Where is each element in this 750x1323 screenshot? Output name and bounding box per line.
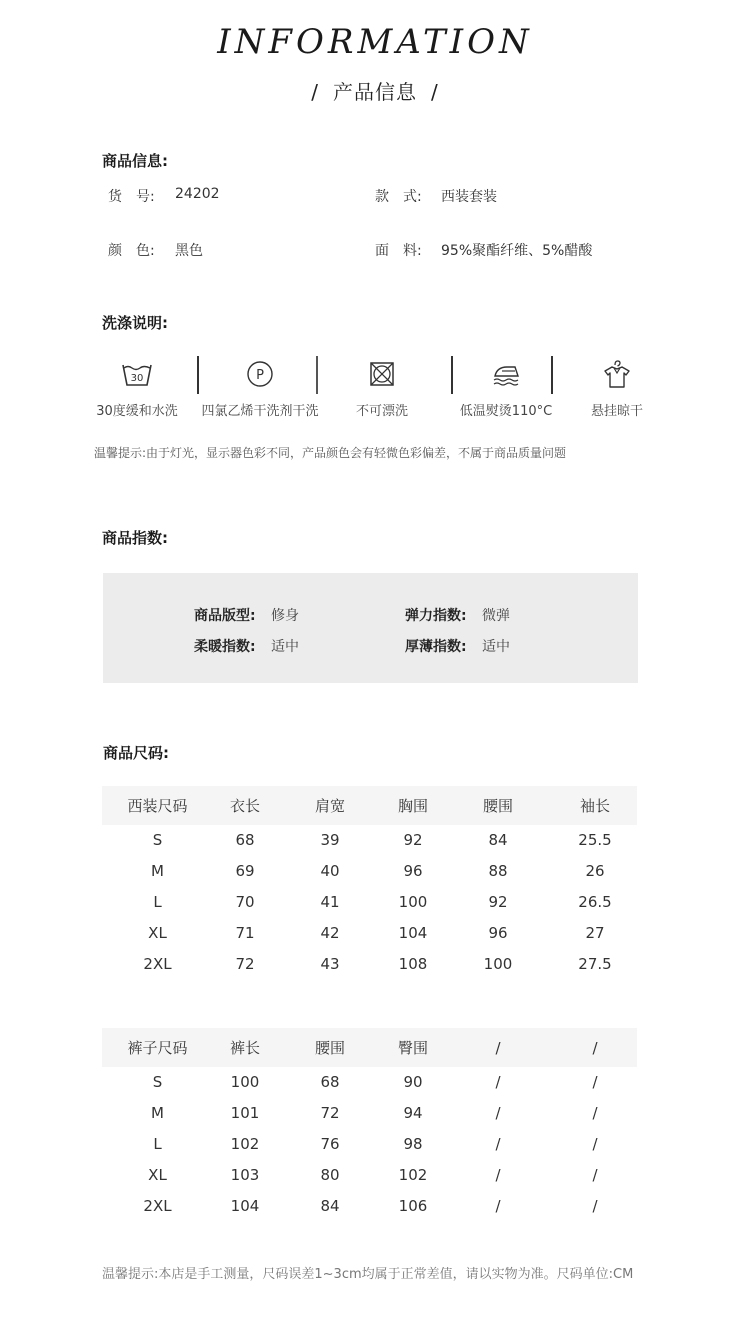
table-cell: 104 — [398, 923, 428, 942]
table-cell: 43 — [320, 954, 340, 973]
table-cell: 72 — [235, 954, 255, 973]
table-row — [102, 948, 637, 979]
care-note: 温馨提示:由于灯光，显示器色彩不同，产品颜色会有轻微色彩偏差，不属于商品质量问题 — [94, 446, 567, 460]
table-cell: / — [592, 1073, 598, 1092]
index-value-elasticity: 微弹 — [482, 608, 510, 624]
care-divider — [316, 356, 318, 394]
care-label-wash: 30度缓和水洗 — [96, 404, 178, 419]
table-row — [102, 1159, 637, 1190]
index-value-thickness: 适中 — [482, 639, 510, 655]
table-cell: XL — [148, 1165, 167, 1184]
table-row — [102, 856, 637, 887]
table-header-cell: 衣长 — [213, 786, 277, 825]
dry-clean-p-icon — [200, 356, 320, 392]
care-label-hang-dry: 悬挂晾干 — [590, 404, 643, 419]
care-divider — [551, 356, 553, 394]
table-cell: 94 — [403, 1104, 423, 1123]
no-bleach-icon — [322, 356, 442, 392]
care-label-iron: 低温熨烫110°C — [459, 404, 553, 419]
table-row — [102, 1190, 637, 1221]
table-header-cell: 腰围 — [443, 786, 553, 825]
table-cell: 68 — [320, 1073, 340, 1092]
table-cell: 90 — [403, 1073, 423, 1092]
info-label-fabric: 面 料: — [375, 243, 422, 259]
table-cell: 70 — [235, 892, 255, 911]
dry-clean-letter: P — [256, 368, 264, 383]
table-row — [102, 917, 637, 948]
table-header-cell: 胸围 — [383, 786, 443, 825]
table-cell: / — [495, 1104, 501, 1123]
care-item-wash — [77, 356, 197, 419]
table-header-cell: 臀围 — [383, 1028, 443, 1067]
table-cell: 42 — [320, 923, 340, 942]
subtitle-slash-left: / — [311, 80, 319, 104]
care-label-dry-clean: 四氯乙烯干洗剂干洗 — [201, 404, 319, 419]
index-value-fit: 修身 — [271, 608, 299, 624]
product-index-heading: 商品指数: — [102, 529, 168, 547]
table-cell: / — [495, 1165, 501, 1184]
table-row — [102, 1067, 637, 1098]
table-cell: 26.5 — [578, 892, 612, 911]
info-label-style: 款 式: — [375, 189, 422, 205]
table-header-cell: / — [553, 1028, 637, 1067]
wash-temp-text: 30 — [130, 373, 144, 384]
table-header-row — [102, 786, 637, 825]
table-cell: 104 — [230, 1196, 260, 1215]
table-cell: 98 — [403, 1134, 423, 1153]
table-cell: 40 — [320, 862, 340, 881]
table-cell: / — [592, 1165, 598, 1184]
table-header-cell: 肩宽 — [277, 786, 383, 825]
index-label-thickness: 厚薄指数: — [405, 639, 467, 655]
table-cell: 84 — [488, 831, 508, 850]
pants-size-table — [102, 1028, 637, 1221]
subtitle-slash-right: / — [431, 80, 439, 104]
table-cell: S — [152, 831, 163, 850]
table-cell: 100 — [483, 954, 513, 973]
table-cell: 72 — [320, 1104, 340, 1123]
table-cell: M — [151, 862, 164, 881]
table-cell: 92 — [403, 831, 423, 850]
product-index-box — [103, 573, 638, 683]
care-heading: 洗涤说明: — [102, 314, 168, 332]
table-cell: S — [152, 1073, 163, 1092]
care-item-hang-dry — [557, 356, 677, 419]
table-row — [102, 887, 637, 918]
table-cell: 26 — [585, 862, 605, 881]
table-cell: / — [495, 1073, 501, 1092]
table-cell: 80 — [320, 1165, 340, 1184]
table-header-cell: 腰围 — [277, 1028, 383, 1067]
table-cell: 2XL — [143, 954, 172, 973]
table-cell: 88 — [488, 862, 508, 881]
info-value-item-no: 24202 — [175, 186, 220, 202]
table-header-cell: 裤子尺码 — [102, 1028, 213, 1067]
table-cell: 27.5 — [578, 954, 612, 973]
hang-dry-icon — [557, 356, 677, 392]
table-row — [102, 825, 637, 856]
table-cell: / — [495, 1196, 501, 1215]
table-cell: 102 — [398, 1165, 428, 1184]
table-cell: 84 — [320, 1196, 340, 1215]
care-item-iron — [446, 356, 566, 419]
product-info-heading: 商品信息: — [102, 152, 168, 170]
table-row — [102, 1129, 637, 1160]
table-cell: L — [153, 892, 162, 911]
table-cell: 27 — [585, 923, 605, 942]
info-label-color: 颜 色: — [108, 243, 155, 259]
size-note: 温馨提示:本店是手工测量，尺码误差1~3cm均属于正常差值，请以实物为准。尺码单位:CM — [102, 1267, 634, 1282]
table-cell: 102 — [230, 1134, 260, 1153]
table-cell: 76 — [320, 1134, 340, 1153]
table-cell: 108 — [398, 954, 428, 973]
care-item-dry-clean — [200, 356, 320, 419]
index-value-warmth: 适中 — [271, 639, 299, 655]
info-value-color: 黑色 — [175, 243, 203, 259]
index-label-fit: 商品版型: — [194, 608, 256, 624]
low-iron-icon — [446, 356, 566, 392]
page-subtitle — [0, 76, 750, 105]
info-label-item-no: 货 号: — [108, 189, 155, 205]
care-divider — [197, 356, 199, 394]
care-label-no-bleach: 不可漂洗 — [355, 404, 408, 419]
care-item-no-bleach — [322, 356, 442, 419]
table-header-cell: 西装尺码 — [102, 786, 213, 825]
table-header-cell: / — [443, 1028, 553, 1067]
table-cell: 106 — [398, 1196, 428, 1215]
table-cell: 2XL — [143, 1196, 172, 1215]
info-value-fabric: 95%聚酯纤维、5%醋酸 — [441, 243, 593, 259]
table-row — [102, 1098, 637, 1129]
table-cell: L — [153, 1134, 162, 1153]
table-cell: 71 — [235, 923, 255, 942]
table-cell: / — [592, 1196, 598, 1215]
table-header-row — [102, 1028, 637, 1067]
info-value-style: 西装套装 — [441, 189, 497, 205]
table-cell: 100 — [230, 1073, 260, 1092]
wash-30-icon — [77, 356, 197, 392]
table-header-cell: 袖长 — [553, 786, 637, 825]
table-cell: 92 — [488, 892, 508, 911]
table-cell: 96 — [403, 862, 423, 881]
table-cell: 25.5 — [578, 831, 612, 850]
table-cell: 39 — [320, 831, 340, 850]
table-cell: 41 — [320, 892, 340, 911]
table-cell: / — [592, 1104, 598, 1123]
table-cell: 100 — [398, 892, 428, 911]
table-cell: 96 — [488, 923, 508, 942]
page-title: INFORMATION — [217, 22, 533, 62]
table-header-cell: 裤长 — [213, 1028, 277, 1067]
subtitle-text: 产品信息 — [333, 80, 417, 104]
table-cell: / — [495, 1134, 501, 1153]
table-cell: 69 — [235, 862, 255, 881]
table-cell: 103 — [230, 1165, 260, 1184]
index-label-elasticity: 弹力指数: — [405, 608, 467, 624]
table-cell: M — [151, 1104, 164, 1123]
table-cell: / — [592, 1134, 598, 1153]
table-cell: XL — [148, 923, 167, 942]
table-cell: 101 — [230, 1104, 260, 1123]
table-cell: 68 — [235, 831, 255, 850]
size-heading: 商品尺码: — [103, 744, 169, 762]
index-label-warmth: 柔暖指数: — [194, 639, 256, 655]
suit-size-table — [102, 786, 637, 979]
